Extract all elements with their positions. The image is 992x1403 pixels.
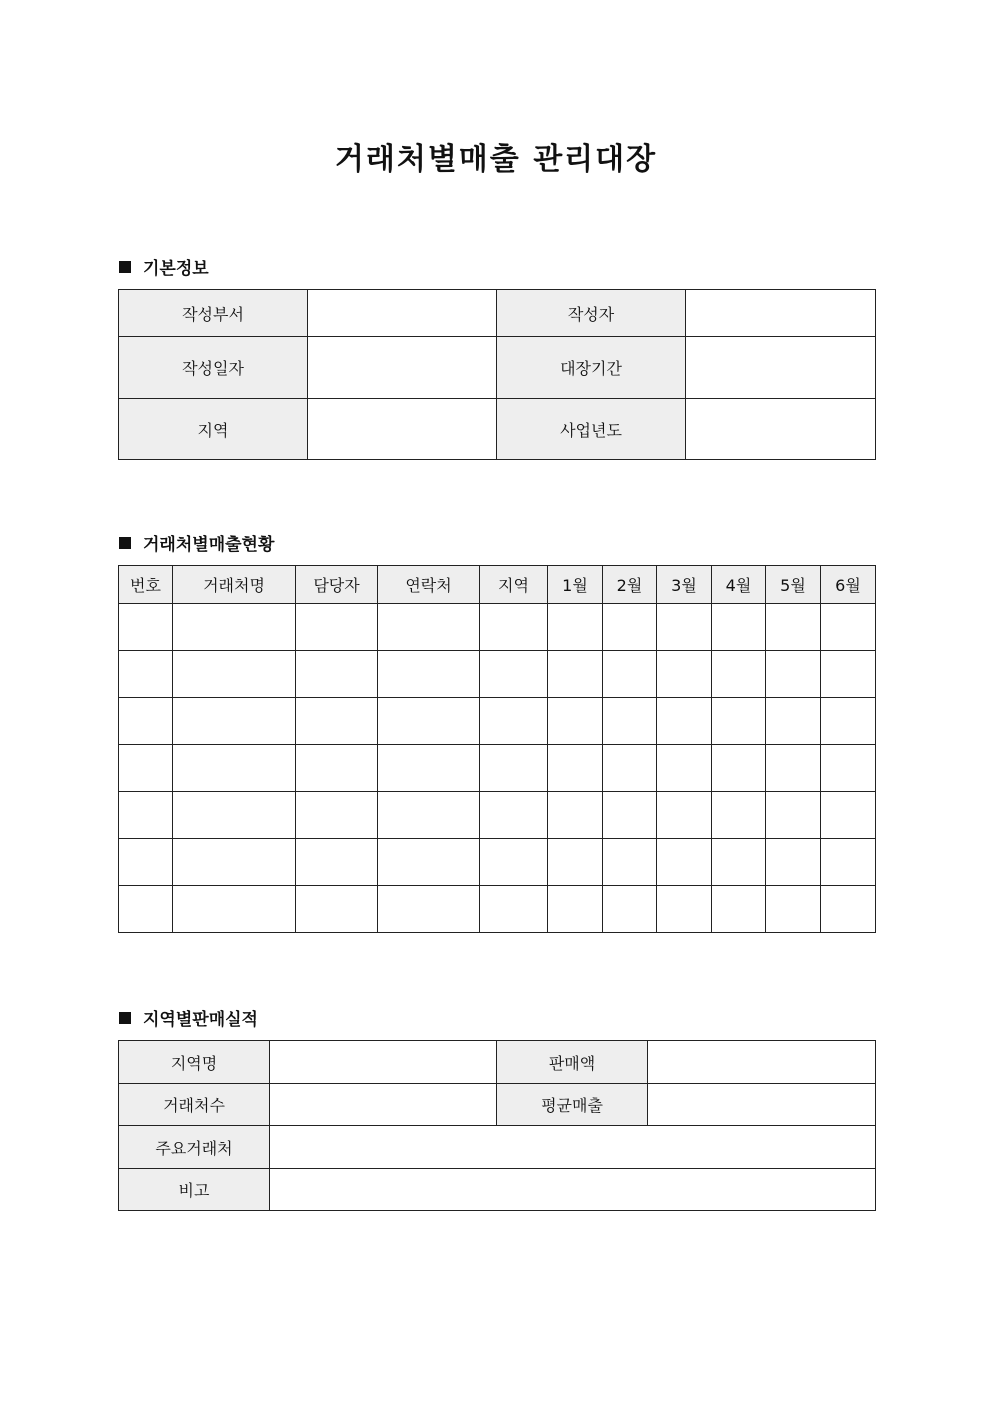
table-cell[interactable] (548, 792, 603, 839)
table-row (119, 698, 876, 745)
note-label: 비고 (119, 1169, 270, 1211)
section-title: 기본정보 (143, 259, 209, 279)
table-cell[interactable] (173, 839, 296, 886)
table-cell[interactable] (766, 792, 821, 839)
table-cell[interactable] (119, 604, 173, 651)
table-cell[interactable] (766, 745, 821, 792)
dept-field[interactable] (308, 290, 497, 337)
table-cell[interactable] (480, 886, 548, 933)
table-cell[interactable] (821, 839, 876, 886)
table-cell[interactable] (119, 651, 173, 698)
table-cell[interactable] (296, 839, 378, 886)
square-bullet-icon (119, 261, 131, 273)
sales-status-table (118, 565, 876, 933)
table-cell[interactable] (821, 745, 876, 792)
table-cell[interactable] (548, 604, 603, 651)
sales-amount-field[interactable] (648, 1041, 876, 1084)
table-cell[interactable] (119, 839, 173, 886)
table-cell[interactable] (657, 745, 712, 792)
table-cell[interactable] (548, 745, 603, 792)
section-heading-sales (119, 530, 274, 555)
table-cell[interactable] (603, 604, 657, 651)
table-cell[interactable] (603, 698, 657, 745)
table-cell[interactable] (657, 698, 712, 745)
table-cell[interactable] (712, 698, 766, 745)
year-field[interactable] (686, 399, 876, 460)
table-cell[interactable] (480, 839, 548, 886)
table-cell[interactable] (766, 839, 821, 886)
table-cell[interactable] (378, 604, 480, 651)
table-cell[interactable] (712, 886, 766, 933)
table-row (119, 651, 876, 698)
period-field[interactable] (686, 337, 876, 399)
column-header: 5월 (766, 566, 821, 604)
table-cell[interactable] (173, 651, 296, 698)
table-cell[interactable] (603, 792, 657, 839)
table-cell[interactable] (821, 651, 876, 698)
table-cell[interactable] (821, 886, 876, 933)
table-cell[interactable] (821, 792, 876, 839)
table-cell[interactable] (480, 651, 548, 698)
table-row (119, 839, 876, 886)
table-cell[interactable] (119, 886, 173, 933)
table-cell[interactable] (296, 604, 378, 651)
column-header: 3월 (657, 566, 712, 604)
table-cell[interactable] (657, 651, 712, 698)
table-cell[interactable] (766, 651, 821, 698)
column-header: 담당자 (296, 566, 378, 604)
section-title: 지역별판매실적 (143, 1010, 258, 1030)
table-cell[interactable] (603, 886, 657, 933)
column-header: 연락처 (378, 566, 480, 604)
table-cell[interactable] (712, 792, 766, 839)
table-cell[interactable] (657, 792, 712, 839)
table-cell[interactable] (378, 886, 480, 933)
table-cell[interactable] (296, 651, 378, 698)
table-cell[interactable] (173, 792, 296, 839)
major-client-label: 주요거래처 (119, 1126, 270, 1169)
table-cell[interactable] (603, 651, 657, 698)
writer-label: 작성자 (497, 290, 686, 337)
date-field[interactable] (308, 337, 497, 399)
table-cell[interactable] (480, 745, 548, 792)
client-count-label: 거래처수 (119, 1084, 270, 1126)
region-name-label: 지역명 (119, 1041, 270, 1084)
section-heading-basic (119, 254, 209, 279)
page-title: 거래처별매출 관리대장 (334, 142, 658, 177)
table-row (119, 604, 876, 651)
table-cell[interactable] (766, 698, 821, 745)
table-cell[interactable] (378, 698, 480, 745)
table-cell[interactable] (657, 839, 712, 886)
region-name-field[interactable] (270, 1041, 497, 1084)
section-title: 거래처별매출현황 (143, 535, 275, 555)
table-cell[interactable] (119, 792, 173, 839)
table-cell[interactable] (378, 745, 480, 792)
table-cell[interactable] (119, 745, 173, 792)
basic-info-table (118, 289, 876, 460)
table-header-row (119, 566, 876, 604)
column-header: 2월 (603, 566, 657, 604)
client-count-field[interactable] (270, 1084, 497, 1126)
table-cell[interactable] (378, 839, 480, 886)
table-cell[interactable] (712, 604, 766, 651)
table-cell[interactable] (712, 745, 766, 792)
table-cell[interactable] (603, 745, 657, 792)
table-cell[interactable] (712, 651, 766, 698)
table-cell[interactable] (173, 698, 296, 745)
section-heading-region (119, 1005, 258, 1030)
year-label: 사업년도 (497, 399, 686, 460)
table-cell[interactable] (378, 792, 480, 839)
table-cell[interactable] (657, 604, 712, 651)
column-header: 거래처명 (173, 566, 296, 604)
table-cell[interactable] (480, 698, 548, 745)
region-performance-table (118, 1040, 876, 1211)
note-field[interactable] (270, 1169, 876, 1211)
column-header: 4월 (712, 566, 766, 604)
major-client-field[interactable] (270, 1126, 876, 1169)
table-row (119, 886, 876, 933)
table-cell[interactable] (173, 604, 296, 651)
table-row (119, 745, 876, 792)
column-header: 1월 (548, 566, 603, 604)
table-cell[interactable] (766, 604, 821, 651)
table-cell[interactable] (548, 839, 603, 886)
table-cell[interactable] (766, 886, 821, 933)
table-cell[interactable] (119, 698, 173, 745)
table-cell[interactable] (821, 698, 876, 745)
table-cell[interactable] (296, 745, 378, 792)
table-row (119, 792, 876, 839)
table-cell[interactable] (548, 886, 603, 933)
avg-sales-field[interactable] (648, 1084, 876, 1126)
table-cell[interactable] (480, 792, 548, 839)
column-header: 번호 (119, 566, 173, 604)
table-cell[interactable] (173, 745, 296, 792)
date-label: 작성일자 (119, 337, 308, 399)
writer-field[interactable] (686, 290, 876, 337)
dept-label: 작성부서 (119, 290, 308, 337)
column-header: 지역 (480, 566, 548, 604)
table-cell[interactable] (603, 839, 657, 886)
table-cell[interactable] (821, 604, 876, 651)
table-cell[interactable] (296, 886, 378, 933)
table-cell[interactable] (548, 651, 603, 698)
region-label: 지역 (119, 399, 308, 460)
table-cell[interactable] (296, 698, 378, 745)
table-cell[interactable] (712, 839, 766, 886)
region-field[interactable] (308, 399, 497, 460)
period-label: 대장기간 (497, 337, 686, 399)
table-cell[interactable] (378, 651, 480, 698)
table-cell[interactable] (173, 886, 296, 933)
column-header: 6월 (821, 566, 876, 604)
avg-sales-label: 평균매출 (497, 1084, 648, 1126)
square-bullet-icon (119, 537, 131, 549)
table-cell[interactable] (480, 604, 548, 651)
sales-amount-label: 판매액 (497, 1041, 648, 1084)
table-cell[interactable] (296, 792, 378, 839)
table-cell[interactable] (548, 698, 603, 745)
table-cell[interactable] (657, 886, 712, 933)
square-bullet-icon (119, 1012, 131, 1024)
